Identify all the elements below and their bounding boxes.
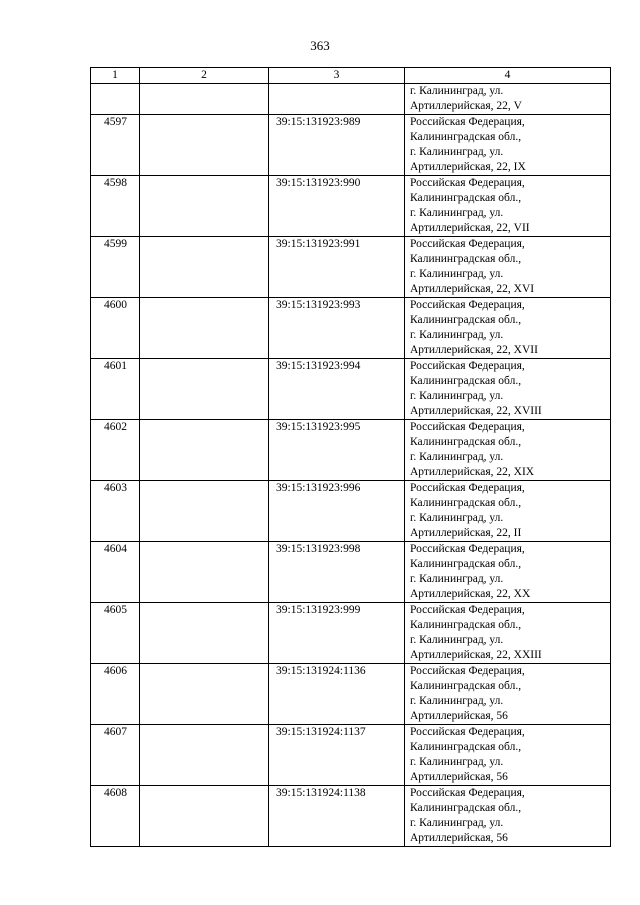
row-number-cell: 4598 bbox=[91, 176, 140, 237]
empty-col2-cell bbox=[140, 176, 269, 237]
table-row bbox=[91, 786, 611, 847]
address-cell: Российская Федерация, Калининградская обл., г. Калининград, ул. Артиллерийская, 56 bbox=[405, 664, 611, 725]
row-number-cell: 4602 bbox=[91, 420, 140, 481]
table-row bbox=[91, 115, 611, 176]
header-col-4: 4 bbox=[405, 68, 611, 84]
empty-col2-cell bbox=[140, 481, 269, 542]
continuation-row bbox=[91, 84, 611, 115]
address-cell: Российская Федерация, Калининградская обл., г. Калининград, ул. Артиллерийская, 22, XVI bbox=[405, 237, 611, 298]
row-number-cell: 4597 bbox=[91, 115, 140, 176]
row-number-cell: 4603 bbox=[91, 481, 140, 542]
table-row bbox=[91, 298, 611, 359]
row-number-cell: 4608 bbox=[91, 786, 140, 847]
table-row bbox=[91, 542, 611, 603]
table-row bbox=[91, 664, 611, 725]
row-number-cell: 4600 bbox=[91, 298, 140, 359]
cadastral-number-cell: 39:15:131923:991 bbox=[269, 237, 405, 298]
empty-col2-cell bbox=[140, 359, 269, 420]
address-cell: Российская Федерация, Калининградская обл., г. Калининград, ул. Артиллерийская, 22, II bbox=[405, 481, 611, 542]
row-number-cell: 4599 bbox=[91, 237, 140, 298]
table-row bbox=[91, 481, 611, 542]
continuation-cadastral-cell bbox=[269, 84, 405, 115]
address-cell: Российская Федерация, Калининградская обл., г. Калининград, ул. Артиллерийская, 22, XVIII bbox=[405, 359, 611, 420]
table-row bbox=[91, 603, 611, 664]
header-col-2: 2 bbox=[140, 68, 269, 84]
cadastral-number-cell: 39:15:131924:1138 bbox=[269, 786, 405, 847]
table-body bbox=[91, 84, 611, 847]
empty-col2-cell bbox=[140, 420, 269, 481]
address-cell: Российская Федерация, Калининградская обл., г. Калининград, ул. Артиллерийская, 56 bbox=[405, 725, 611, 786]
address-cell: Российская Федерация, Калининградская обл., г. Калининград, ул. Артиллерийская, 22, XIX bbox=[405, 420, 611, 481]
cadastral-number-cell: 39:15:131923:989 bbox=[269, 115, 405, 176]
cadastral-number-cell: 39:15:131923:994 bbox=[269, 359, 405, 420]
address-cell: Российская Федерация, Калининградская обл., г. Калининград, ул. Артиллерийская, 22, VII bbox=[405, 176, 611, 237]
cadastral-number-cell: 39:15:131923:990 bbox=[269, 176, 405, 237]
empty-col2-cell bbox=[140, 725, 269, 786]
row-number-cell: 4605 bbox=[91, 603, 140, 664]
empty-col2-cell bbox=[140, 237, 269, 298]
cadastral-number-cell: 39:15:131924:1137 bbox=[269, 725, 405, 786]
cadastral-number-cell: 39:15:131923:998 bbox=[269, 542, 405, 603]
page-number: 363 bbox=[310, 38, 330, 53]
property-table bbox=[90, 67, 611, 847]
row-number-cell: 4607 bbox=[91, 725, 140, 786]
cadastral-number-cell: 39:15:131923:995 bbox=[269, 420, 405, 481]
header-col-3: 3 bbox=[269, 68, 405, 84]
cadastral-number-cell: 39:15:131923:996 bbox=[269, 481, 405, 542]
header-col-1: 1 bbox=[91, 68, 140, 84]
address-cell: Российская Федерация, Калининградская обл., г. Калининград, ул. Артиллерийская, 22, XX bbox=[405, 542, 611, 603]
empty-col2-cell bbox=[140, 542, 269, 603]
row-number-cell: 4601 bbox=[91, 359, 140, 420]
cadastral-number-cell: 39:15:131923:993 bbox=[269, 298, 405, 359]
table-header bbox=[91, 68, 611, 84]
cadastral-number-cell: 39:15:131924:1136 bbox=[269, 664, 405, 725]
cadastral-number-cell: 39:15:131923:999 bbox=[269, 603, 405, 664]
address-cell: Российская Федерация, Калининградская обл., г. Калининград, ул. Артиллерийская, 22, XXIII bbox=[405, 603, 611, 664]
table-row bbox=[91, 359, 611, 420]
address-cell: Российская Федерация, Калининградская обл., г. Калининград, ул. Артиллерийская, 22, IX bbox=[405, 115, 611, 176]
continuation-address-cell: г. Калининград, ул. Артиллерийская, 22, V bbox=[405, 84, 611, 115]
row-number-cell: 4606 bbox=[91, 664, 140, 725]
empty-col2-cell bbox=[140, 115, 269, 176]
empty-col2-cell bbox=[140, 298, 269, 359]
empty-col2-cell bbox=[140, 603, 269, 664]
row-number-cell: 4604 bbox=[91, 542, 140, 603]
address-cell: Российская Федерация, Калининградская обл., г. Калининград, ул. Артиллерийская, 22, XVII bbox=[405, 298, 611, 359]
header-row bbox=[91, 68, 611, 84]
table-row bbox=[91, 237, 611, 298]
address-cell: Российская Федерация, Калининградская обл., г. Калининград, ул. Артиллерийская, 56 bbox=[405, 786, 611, 847]
table-row bbox=[91, 725, 611, 786]
table-row bbox=[91, 176, 611, 237]
continuation-col2-cell bbox=[140, 84, 269, 115]
empty-col2-cell bbox=[140, 786, 269, 847]
table-row bbox=[91, 420, 611, 481]
continuation-num-cell bbox=[91, 84, 140, 115]
empty-col2-cell bbox=[140, 664, 269, 725]
